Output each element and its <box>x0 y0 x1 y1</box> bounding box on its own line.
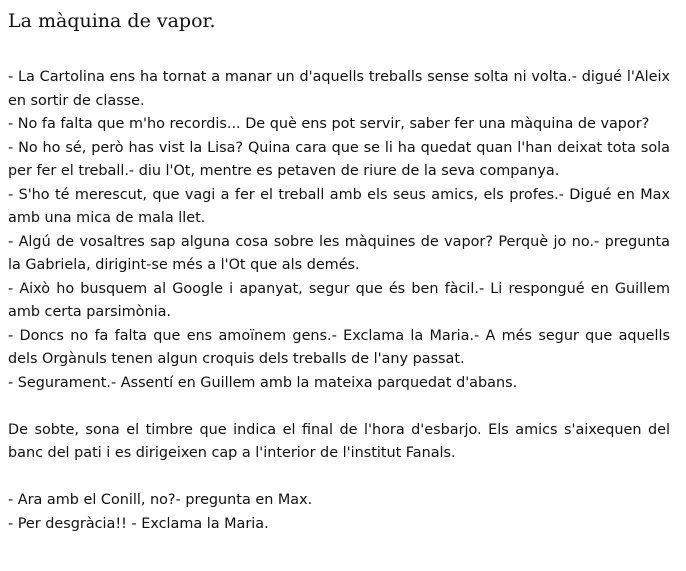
document-page <box>8 0 670 536</box>
paragraph-gap <box>8 466 670 490</box>
paragraph-8: - Segurament.- Assentí en Guillem amb la mateixa parquedat d'abans. <box>8 374 518 391</box>
paragraph-2: - No fa falta que m'ho recordis... De què ens pot servir, saber fer una màquina de vapor? <box>8 116 650 132</box>
paragraph-5: - Algú de vosaltres sap alguna cosa sobre les màquines de vapor? Perquè jo no.- pregunta la Gabriela, dirigint-se més a l'Ot que als demés. <box>8 233 670 273</box>
paragraph-7: - Doncs no fa falta que ens amoïnem gens.- Exclama la Maria.- A més segur que aquells dels Orgànuls tenen algun croquis dels treballs de l'any passat. <box>8 327 670 367</box>
paragraph-1: - La Cartolina ens ha tornat a manar un d'aquells treballs sense solta ni volta.- digué l'Aleix en sortir de classe. <box>8 69 670 109</box>
paragraph-3: - No ho sé, però has vist la Lisa? Quina cara que se li ha quedat quan l'han deixat tota sola per fer el treball.- diu l'Ot, mentre es petaven de riure de la seva companya. <box>8 139 670 179</box>
paragraph-10: - Ara amb el Conill, no?- pregunta en Max. <box>8 492 313 508</box>
paragraph-4: - S'ho té merescut, que vagi a fer el treball amb els seus amics, els profes.- Digué en Max amb una mica de mala llet. <box>8 186 670 226</box>
paragraph-9: De sobte, sona el timbre que indica el final de l'hora d'esbarjo. Els amics s'aixequen del banc del pati i es dirigeixen cap a l'interior de l'institut Fanals. <box>8 421 670 461</box>
document-title: La màquina de vapor. <box>8 10 216 32</box>
paragraph-6: - Això ho busquem al Google i apanyat, segur que és ben fàcil.- Li respongué en Guillem amb certa parsimònia. <box>8 280 670 320</box>
document-body <box>8 66 670 536</box>
paragraph-11: - Per desgràcia!! - Exclama la Maria. <box>8 515 269 532</box>
paragraph-gap <box>8 395 670 419</box>
